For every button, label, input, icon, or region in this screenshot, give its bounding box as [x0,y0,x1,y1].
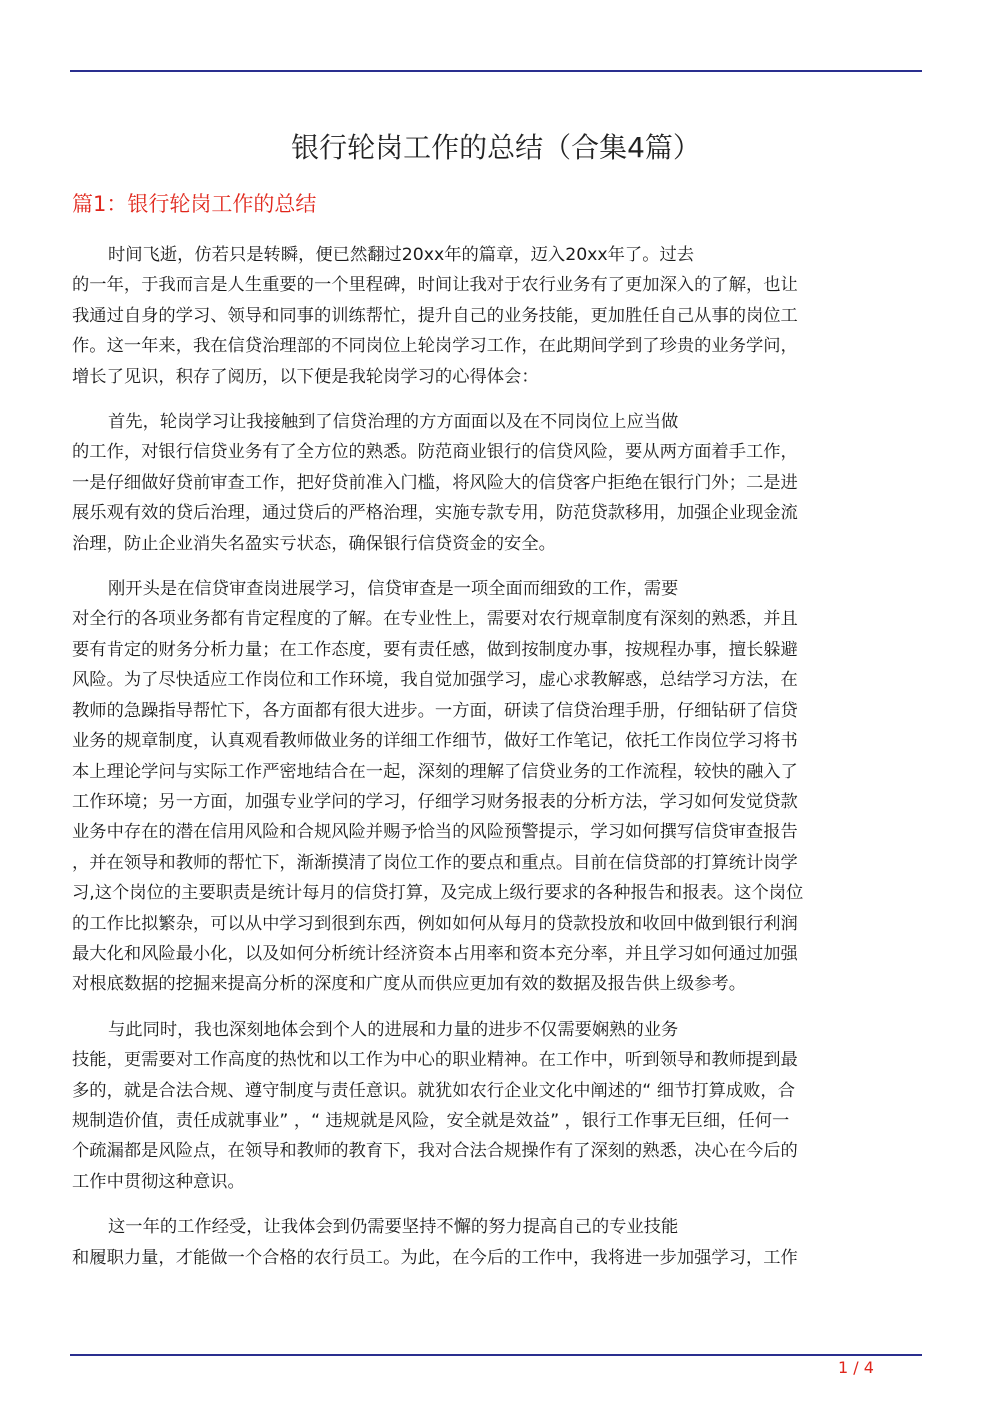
paragraph-line: ，并在领导和教师的帮忙下，渐渐摸清了岗位工作的要点和重点。目前在信贷部的打算统计岗学 [72,852,798,873]
header-rule [70,70,922,72]
paragraph-line: 业务的规章制度，认真观看教师做业务的详细工作细节，做好工作笔记，依托工作岗位学习将书 [72,731,798,752]
paragraph [72,574,918,1000]
paragraph-line: 工作环境；另一方面，加强专业学问的学习，仔细学习财务报表的分析方法，学习如何发觉贷款 [72,791,798,812]
paragraph-line: 时间飞逝，仿若只是转瞬，便已然翻过20xx年的篇章，迈入20xx年了。过去 [108,245,695,265]
document-title: 银行轮岗工作的总结（合集4篇） [291,131,701,164]
paragraph-line: 最大化和风险最小化，以及如何分析统计经济资本占用率和资本充分率，并且学习如何通过加强 [72,943,798,964]
paragraph-line: 作。这一年来，我在信贷治理部的不同岗位上轮岗学习工作，在此期间学到了珍贵的业务学问， [72,336,798,357]
paragraph-line: 多的，就是合法合规、遵守制度与责任意识。就犹如农行企业文化中阐述的“ 细节打算成败，合 [72,1080,795,1101]
footer-rule [70,1354,922,1356]
paragraph-line: 增长了见识，积存了阅历，以下便是我轮岗学习的心得体会： [72,366,539,387]
document-body [72,240,918,1288]
paragraph [72,407,918,559]
paragraph-line: 这一年的工作经受，让我体会到仍需要坚持不懈的努力提高自己的专业技能 [108,1217,679,1238]
paragraph-line: 风险。为了尽快适应工作岗位和工作环境，我自觉加强学习，虚心求教解惑，总结学习方法，在 [72,670,798,691]
paragraph-line: 一是仔细做好贷前审查工作，把好贷前准入门槛，将风险大的信贷客户拒绝在银行门外；二是进 [72,472,798,493]
paragraph-line: 本上理论学问与实际工作严密地结合在一起，深刻的理解了信贷业务的工作流程，较快的融入了 [72,761,798,782]
paragraph-line: 要有肯定的财务分析力量；在工作态度，要有责任感，做到按制度办事，按规程办事，擅长躲避 [72,639,798,660]
section-heading: 篇1：银行轮岗工作的总结 [72,192,317,216]
paragraph-line: 习,这个岗位的主要职责是统计每月的信贷打算，及完成上级行要求的各种报告和报表。这个岗位 [72,883,804,904]
paragraph-line: 与此同时，我也深刻地体会到个人的进展和力量的进步不仅需要娴熟的业务 [108,1019,679,1040]
paragraph-line: 的工作比拟繁杂，可以从中学习到很到东西，例如如何从每月的贷款投放和收回中做到银行利润 [72,913,798,934]
paragraph-line: 我通过自身的学习、领导和同事的训练帮忙，提升自己的业务技能，更加胜任自己从事的岗位工 [72,305,798,326]
paragraph-line: 对全行的各项业务都有肯定程度的了解。在专业性上，需要对农行规章制度有深刻的熟悉，并且 [72,609,798,630]
paragraph [72,1212,918,1273]
paragraph-line: 个疏漏都是风险点，在领导和教师的教育下，我对合法合规操作有了深刻的熟悉，决心在今后的 [72,1141,798,1162]
paragraph-line: 业务中存在的潜在信用风险和合规风险并赐予恰当的风险预警提示，学习如何撰写信贷审查报告 [72,822,798,843]
paragraph-line: 和履职力量，才能做一个合格的农行员工。为此，在今后的工作中，我将进一步加强学习，工作 [72,1247,798,1268]
paragraph-line: 的工作，对银行信贷业务有了全方位的熟悉。防范商业银行的信贷风险，要从两方面着手工作， [72,442,798,463]
paragraph-line: 对根底数据的挖掘来提高分析的深度和广度从而供应更加有效的数据及报告供上级参考。 [72,974,746,995]
paragraph-line: 首先，轮岗学习让我接触到了信贷治理的方方面面以及在不同岗位上应当做 [108,412,679,433]
paragraph-line: 教师的急躁指导帮忙下，各方面都有很大进步。一方面，研读了信贷治理手册，仔细钻研了信贷 [72,700,798,721]
paragraph-line: 治理，防止企业消失名盈实亏状态，确保银行信贷资金的安全。 [72,533,556,554]
paragraph-line: 刚开头是在信贷审查岗进展学习，信贷审查是一项全面而细致的工作，需要 [108,579,679,600]
paragraph [72,240,918,392]
paragraph-line: 的一年，于我而言是人生重要的一个里程碑，时间让我对于农行业务有了更加深入的了解，也让 [72,275,798,296]
page-number: 1 / 4 [838,1358,874,1377]
paragraph-line: 技能，更需要对工作高度的热忱和以工作为中心的职业精神。在工作中，听到领导和教师提到最 [72,1050,798,1071]
paragraph [72,1015,918,1197]
paragraph-line: 规制造价值，责任成就事业” ，“ 违规就是风险，安全就是效益” ，银行工作事无巨细，任何一 [72,1110,790,1131]
paragraph-line: 展乐观有效的贷后治理，通过贷后的严格治理，实施专款专用，防范贷款移用，加强企业现金流 [72,503,798,524]
paragraph-line: 工作中贯彻这种意识。 [72,1171,245,1192]
